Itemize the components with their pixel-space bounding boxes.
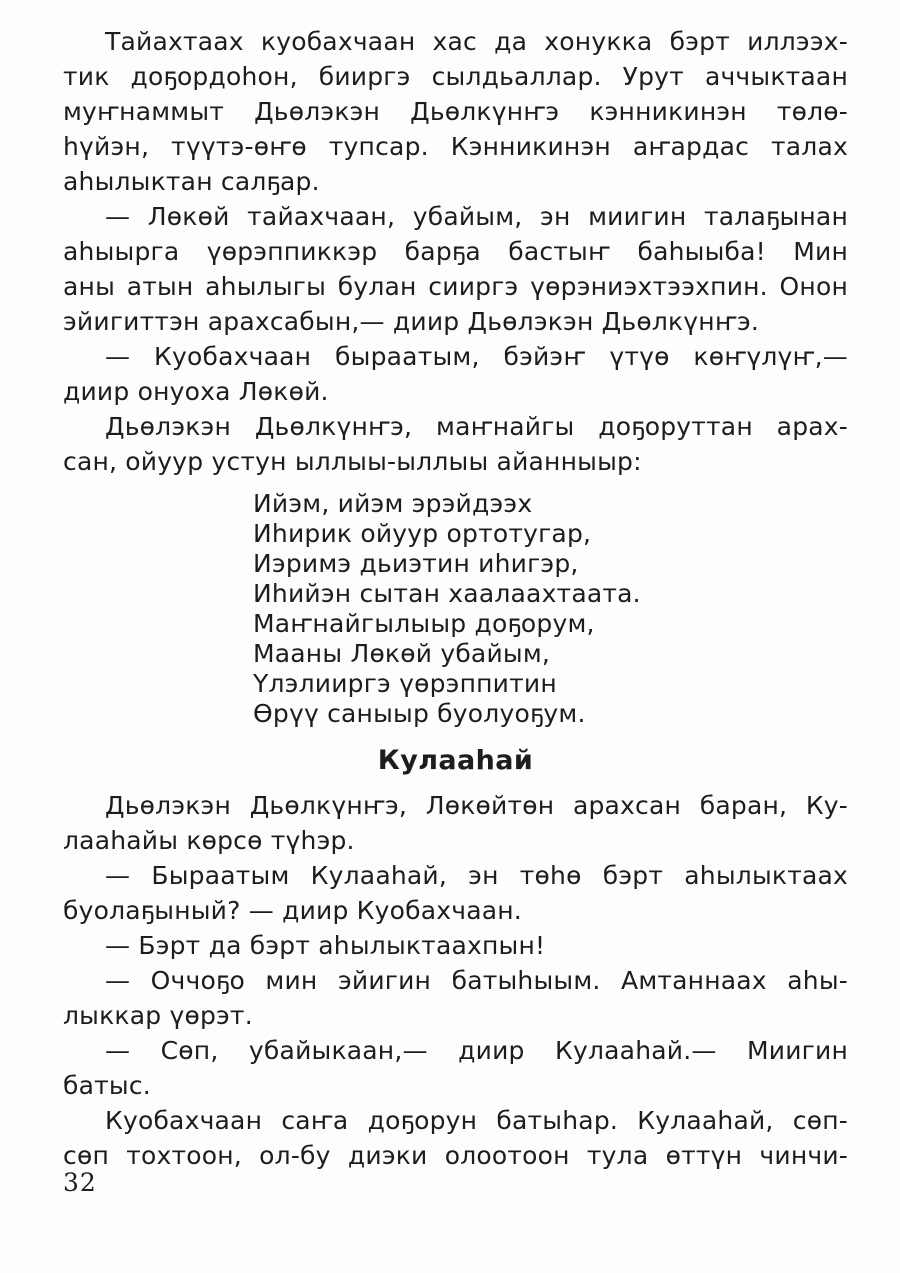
text-line: аны атын аһылыгы булан сииргэ үөрэниэхтээхпин. Онон xyxy=(63,272,848,301)
text-line: — Куобахчаан быраатым, бэйэҥ үтүө көҥүлүҥ,— xyxy=(105,342,848,371)
verse-line: Иһирик ойуур ортотугар, xyxy=(253,519,592,548)
text-line: һүйэн, түүтэ-өҥө тупсар. Кэнникинэн аҥардас талах xyxy=(63,132,848,161)
text-line: Тайахтаах куобахчаан хас да хонукка бэрт иллээх- xyxy=(105,27,848,56)
text-line: муҥнаммыт Дьөлэкэн Дьөлкүнҥэ кэнникинэн төлө- xyxy=(63,97,848,126)
verse-line: Иэримэ дьиэтин иһигэр, xyxy=(253,549,579,578)
verse-block xyxy=(63,489,848,729)
text-line: Дьөлэкэн Дьөлкүнҥэ, Лөкөйтөн арахсан баран, Ку- xyxy=(105,791,848,820)
text-line: — Сөп, убайыкаан,— диир Кулааһай.— Миигин xyxy=(105,1036,848,1065)
paragraph xyxy=(63,339,848,409)
paragraph xyxy=(63,409,848,479)
text-line: диир онуоха Лөкөй. xyxy=(63,377,329,406)
text-line: — Лөкөй тайахчаан, убайым, эн миигин талаҕынан xyxy=(105,202,848,231)
paragraph xyxy=(63,928,848,963)
text-line: — Оччоҕо мин эйигин батыһыым. Амтаннаах аһы- xyxy=(105,966,848,995)
text-line: Куобахчаан саҥа доҕорун батыһар. Кулааһай, сөп- xyxy=(105,1106,848,1135)
text-line: лааһайы көрсө түһэр. xyxy=(63,826,355,855)
text-line: лыккар үөрэт. xyxy=(63,1001,253,1030)
page-number: 32 xyxy=(63,1168,97,1197)
text-line: буолаҕыный? — диир Куобахчаан. xyxy=(63,896,522,925)
text-line: эйигиттэн арахсабын,— диир Дьөлэкэн Дьөлкүнҥэ. xyxy=(63,307,760,336)
verse-line: Маҥнайгылыыр доҕорум, xyxy=(253,609,595,638)
verse-line: Өрүү саныыр буолуоҕум. xyxy=(253,699,586,728)
paragraph xyxy=(63,24,848,199)
paragraph xyxy=(63,1103,848,1173)
verse-line: Мааны Лөкөй убайым, xyxy=(253,639,551,668)
text-line: аһылыктан салҕар. xyxy=(63,167,320,196)
paragraph xyxy=(63,858,848,928)
paragraph xyxy=(63,199,848,339)
verse-line: Иһийэн сытан хаалаахтаата. xyxy=(253,579,641,608)
text-line: — Быраатым Кулааһай, эн төһө бэрт аһылыктаах xyxy=(105,861,848,890)
paragraph xyxy=(63,963,848,1033)
verse-line: Ийэм, ийэм эрэйдээх xyxy=(253,489,533,518)
paragraph xyxy=(63,788,848,858)
paragraph xyxy=(63,1033,848,1103)
text-line: сан, ойуур устун ыллыы-ыллыы айанныыр: xyxy=(63,447,642,476)
text-line: батыс. xyxy=(63,1071,151,1100)
text-line: аһыырга үөрэппиккэр барҕа бастыҥ баһыыба! Мин xyxy=(63,237,848,266)
text-line: — Бэрт да бэрт аһылыктаахпын! xyxy=(105,931,546,960)
section-heading: Кулааһай xyxy=(377,745,534,776)
verse-line: Үлэлииргэ үөрэппитин xyxy=(253,669,557,698)
text-line: сөп тохтоон, ол-бу диэки олоотоон тула өттүн чинчи- xyxy=(63,1141,848,1170)
text-line: Дьөлэкэн Дьөлкүнҥэ, маҥнайгы доҕоруттан арах- xyxy=(105,412,848,441)
text-line: тик доҕордоһон, бииргэ сылдьаллар. Урут аччыктаан xyxy=(63,62,848,91)
